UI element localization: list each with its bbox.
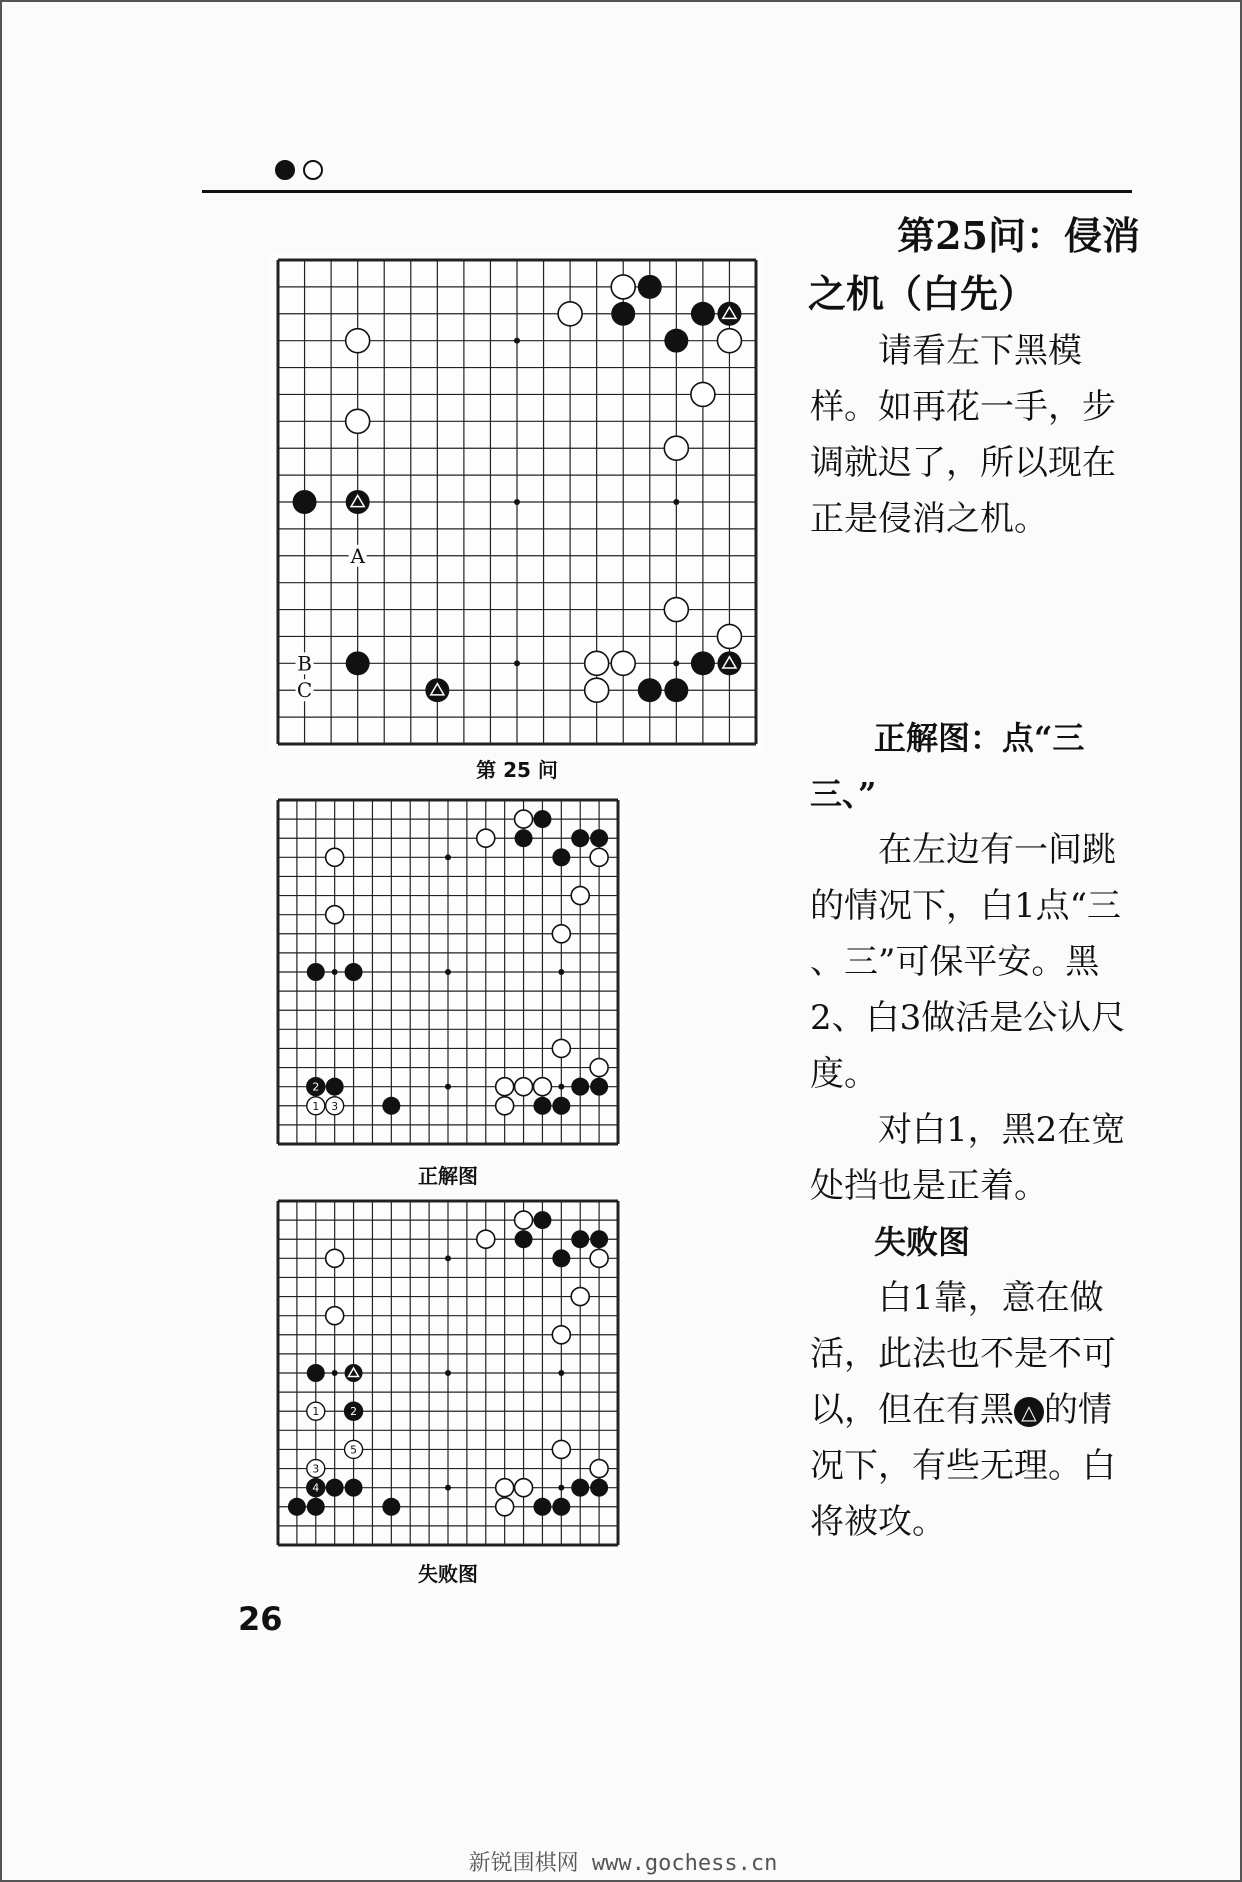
- star-point: [673, 499, 679, 505]
- star-point: [332, 969, 338, 975]
- failure-line: 将被攻。: [810, 1502, 946, 1542]
- white-stone: [664, 598, 688, 622]
- star-point: [445, 969, 451, 975]
- failure-line: 活，此法也不是不可: [810, 1334, 1116, 1374]
- star-point: [514, 499, 520, 505]
- black-triangle-stone-icon: △: [1014, 1397, 1044, 1427]
- black-stone: [638, 678, 662, 702]
- black-stone: [664, 678, 688, 702]
- star-point: [558, 1084, 564, 1090]
- black-stone: [345, 963, 363, 981]
- white-stone: [496, 1097, 514, 1115]
- problem-board-caption: 第 25 问: [476, 758, 558, 782]
- black-stone: [638, 275, 662, 299]
- white-stone: [611, 275, 635, 299]
- black-stone: [345, 1479, 363, 1497]
- problem-text: [810, 207, 1140, 547]
- solution-board-caption: 正解图: [418, 1164, 478, 1188]
- white-stone: [496, 1479, 514, 1497]
- black-stone: [590, 1230, 608, 1248]
- star-point: [673, 660, 679, 666]
- solution-line: 的情况下，白1点“三: [810, 886, 1122, 926]
- star-point: [445, 1255, 451, 1261]
- solution-line: 、三”可保平安。黑: [810, 942, 1100, 982]
- white-stone: [590, 848, 608, 866]
- white-stone: [552, 1039, 570, 1057]
- black-stone-icon: [275, 160, 295, 180]
- white-stone: [496, 1078, 514, 1096]
- star-point: [445, 1370, 451, 1376]
- white-stone: [477, 1230, 495, 1248]
- failure-line: 白1靠，意在做: [878, 1278, 1104, 1318]
- black-stone: [664, 329, 688, 353]
- white-stone: [515, 1479, 533, 1497]
- white-stone: [346, 329, 370, 353]
- white-stone: [496, 1498, 514, 1516]
- black-stone: [293, 490, 317, 514]
- failure-line: [810, 1382, 1140, 1438]
- black-stone: [515, 1230, 533, 1248]
- move-number: 2: [350, 1405, 357, 1419]
- solution-title-cont: 三、”: [810, 775, 877, 813]
- solution-board: [272, 794, 624, 1150]
- white-stone: [590, 1460, 608, 1478]
- solution-line: 对白1，黑2在宽: [878, 1110, 1126, 1150]
- black-stone: [717, 651, 741, 675]
- star-point: [332, 1370, 338, 1376]
- star-point: [514, 660, 520, 666]
- white-stone: [326, 1249, 344, 1267]
- black-stone: [326, 1078, 344, 1096]
- black-stone: [571, 1479, 589, 1497]
- white-stone: [515, 810, 533, 828]
- problem-line: 正是侵消之机。: [810, 499, 1048, 539]
- black-stone: [288, 1498, 306, 1516]
- black-stone: [552, 1498, 570, 1516]
- black-stone: [533, 1498, 551, 1516]
- white-stone: [558, 302, 582, 326]
- header-stones: [275, 160, 323, 180]
- problem-line: 请看左下黑模: [878, 331, 1082, 371]
- black-stone: [571, 1230, 589, 1248]
- star-point: [445, 854, 451, 860]
- problem-subtitle: 之机（白先）: [808, 271, 1037, 316]
- white-stone-icon: [303, 160, 323, 180]
- go-board-svg: [270, 252, 764, 752]
- black-stone: [571, 829, 589, 847]
- point-label: C: [296, 678, 313, 703]
- black-stone: [717, 302, 741, 326]
- move-number: 3: [312, 1462, 320, 1476]
- problem-line: 调就迟了，所以现在: [810, 443, 1116, 483]
- solution-line: 度。: [810, 1054, 878, 1094]
- page-number: 26: [238, 1600, 283, 1638]
- black-stone: [590, 1479, 608, 1497]
- black-stone: [533, 810, 551, 828]
- star-point: [558, 1370, 564, 1376]
- white-stone: [533, 1078, 551, 1096]
- white-stone: [552, 925, 570, 943]
- failure-line: 况下，有些无理。白: [810, 1446, 1116, 1486]
- white-stone: [611, 651, 635, 675]
- point-label: A: [350, 543, 365, 568]
- failure-line-part: 以，但在有黑: [810, 1390, 1014, 1430]
- star-point: [445, 1485, 451, 1491]
- black-stone: [346, 490, 370, 514]
- solution-line: 2、白3做活是公认尺: [810, 998, 1126, 1038]
- go-board-svg: [272, 794, 624, 1150]
- black-stone: [515, 829, 533, 847]
- star-point: [514, 338, 520, 344]
- move-number: 3: [331, 1099, 339, 1113]
- failure-title: 失败图: [874, 1223, 971, 1261]
- black-stone: [552, 1249, 570, 1267]
- white-stone: [515, 1211, 533, 1229]
- white-stone: [515, 1078, 533, 1096]
- failure-board-caption: 失败图: [418, 1562, 478, 1586]
- white-stone: [346, 409, 370, 433]
- failure-line-part: 的情: [1044, 1390, 1112, 1430]
- black-stone: [590, 1078, 608, 1096]
- black-stone: [533, 1211, 551, 1229]
- white-stone: [571, 887, 589, 905]
- black-stone: [611, 302, 635, 326]
- white-stone: [585, 678, 609, 702]
- black-stone: [382, 1097, 400, 1115]
- white-stone: [717, 329, 741, 353]
- header-rule: [202, 190, 1132, 193]
- black-stone: [691, 651, 715, 675]
- solution-title: 正解图：点“三: [874, 719, 1085, 757]
- black-stone: [571, 1078, 589, 1096]
- move-number: 1: [312, 1099, 320, 1113]
- solution-line: 在左边有一间跳: [878, 830, 1116, 870]
- white-stone: [691, 382, 715, 406]
- white-stone: [571, 1288, 589, 1306]
- white-stone: [717, 624, 741, 648]
- black-stone: [382, 1498, 400, 1516]
- black-stone: [533, 1097, 551, 1115]
- star-point: [445, 1084, 451, 1090]
- failure-board: [272, 1195, 624, 1551]
- black-stone: [590, 829, 608, 847]
- black-stone: [307, 1498, 325, 1516]
- go-board-svg: [272, 1195, 624, 1551]
- move-number: 5: [350, 1443, 357, 1457]
- solution-text: [810, 710, 1140, 1550]
- point-label: B: [297, 651, 312, 676]
- star-point: [558, 969, 564, 975]
- problem-board: [270, 252, 764, 752]
- black-stone: [307, 963, 325, 981]
- move-number: 2: [312, 1080, 320, 1094]
- white-stone: [585, 651, 609, 675]
- black-stone: [552, 848, 570, 866]
- white-stone: [326, 906, 344, 924]
- black-stone: [552, 1097, 570, 1115]
- black-stone: [691, 302, 715, 326]
- white-stone: [664, 436, 688, 460]
- problem-title: 第25问：侵消: [897, 213, 1140, 258]
- problem-line: 样。如再花一手，步: [810, 387, 1116, 427]
- solution-line: 处挡也是正着。: [810, 1166, 1048, 1206]
- black-stone: [346, 651, 370, 675]
- black-stone: [425, 678, 449, 702]
- white-stone: [477, 829, 495, 847]
- move-number: 1: [312, 1405, 320, 1419]
- white-stone: [552, 1326, 570, 1344]
- white-stone: [590, 1249, 608, 1267]
- site-footer: 新锐围棋网 www.gochess.cn: [468, 1851, 778, 1876]
- black-stone: [307, 1364, 325, 1382]
- white-stone: [326, 848, 344, 866]
- white-stone: [590, 1059, 608, 1077]
- white-stone: [326, 1307, 344, 1325]
- black-stone: [326, 1479, 344, 1497]
- star-point: [558, 1485, 564, 1491]
- white-stone: [552, 1440, 570, 1458]
- move-number: 4: [312, 1481, 320, 1495]
